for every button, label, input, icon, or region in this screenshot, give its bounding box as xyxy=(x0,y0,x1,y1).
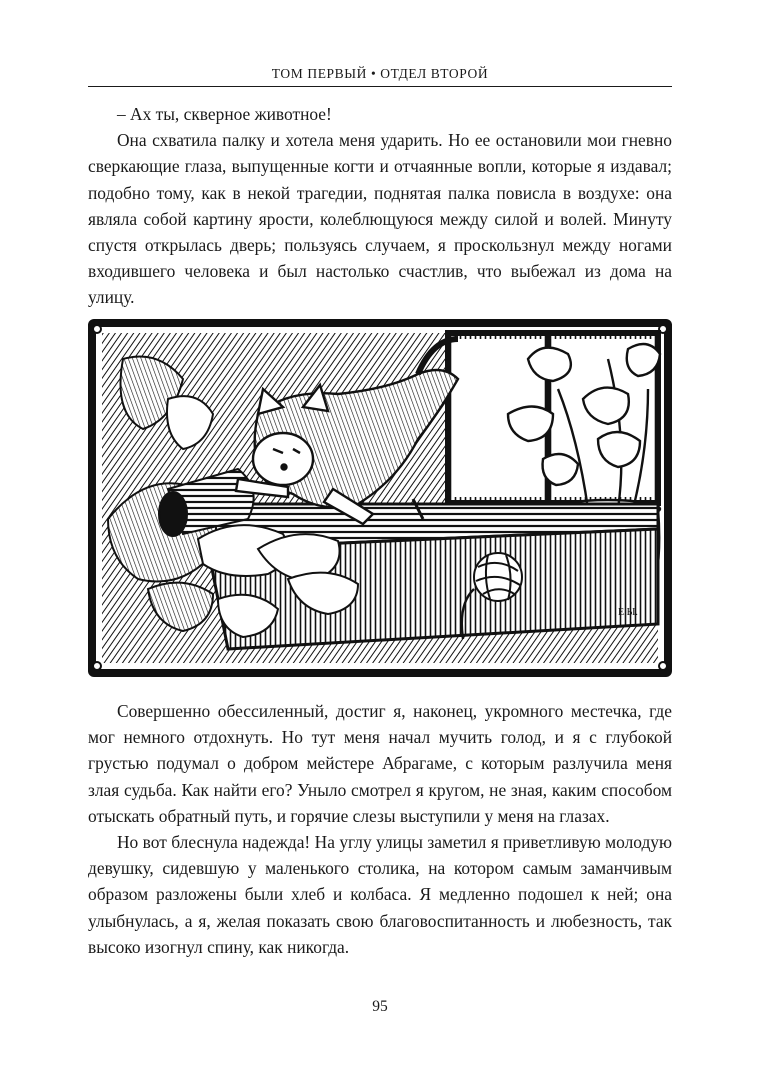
illustration-cat-on-windowsill xyxy=(88,319,672,677)
text-block-top xyxy=(88,101,672,311)
page-number: 95 xyxy=(372,998,388,1015)
header-rule xyxy=(88,86,672,87)
paragraph: Совершенно обессиленный, достиг я, наконец, укромного местечка, где мог немного отдохнуть. Но тут меня начал мучить голод, и я с глубокой грустью подумал о добром мейстере Абрагаме, с которым разлучила меня злая судьба. Как найти его? Уныло смотрел я кругом, не зная, каким способом отыскать обратный путь, и горячие слезы выступили у меня на глазах. xyxy=(88,701,672,826)
windowsill xyxy=(208,504,658,649)
paragraph: – Ах ты, скверное животное! xyxy=(117,104,332,124)
paragraph: Она схватила палку и хотела меня ударить. Но ее остановили мои гневно сверкающие глаза, выпущенные когти и отчаянные вопли, которые я издавал; подобно тому, как в некой трагедии, поднятая палка повисла в воздухе: она являла собой картину ярости, колеблющуюся между силой и волей. Минуту спустя открылась дверь; пользуясь случаем, я проскользнул между ногами входившего человека и был настолько счастлив, что выбежал из дома на улицу. xyxy=(88,130,672,308)
illustration-signature: Е.Ы. xyxy=(618,607,638,618)
paragraph: Но вот блеснула надежда! На углу улицы заметил я приветливую молодую девушку, сидевшую у маленького столика, на котором самым заманчивым образом разложены были хлеб и колбаса. Я медленно подошел к ней; она улыбнулась, а я, желая показать свою благовоспитанность и любезность, так высоко изогнул спину, как никогда. xyxy=(88,832,672,957)
running-header: ТОМ ПЕРВЫЙ • ОТДЕЛ ВТОРОЙ xyxy=(271,66,489,81)
text-block-bottom xyxy=(88,698,672,960)
